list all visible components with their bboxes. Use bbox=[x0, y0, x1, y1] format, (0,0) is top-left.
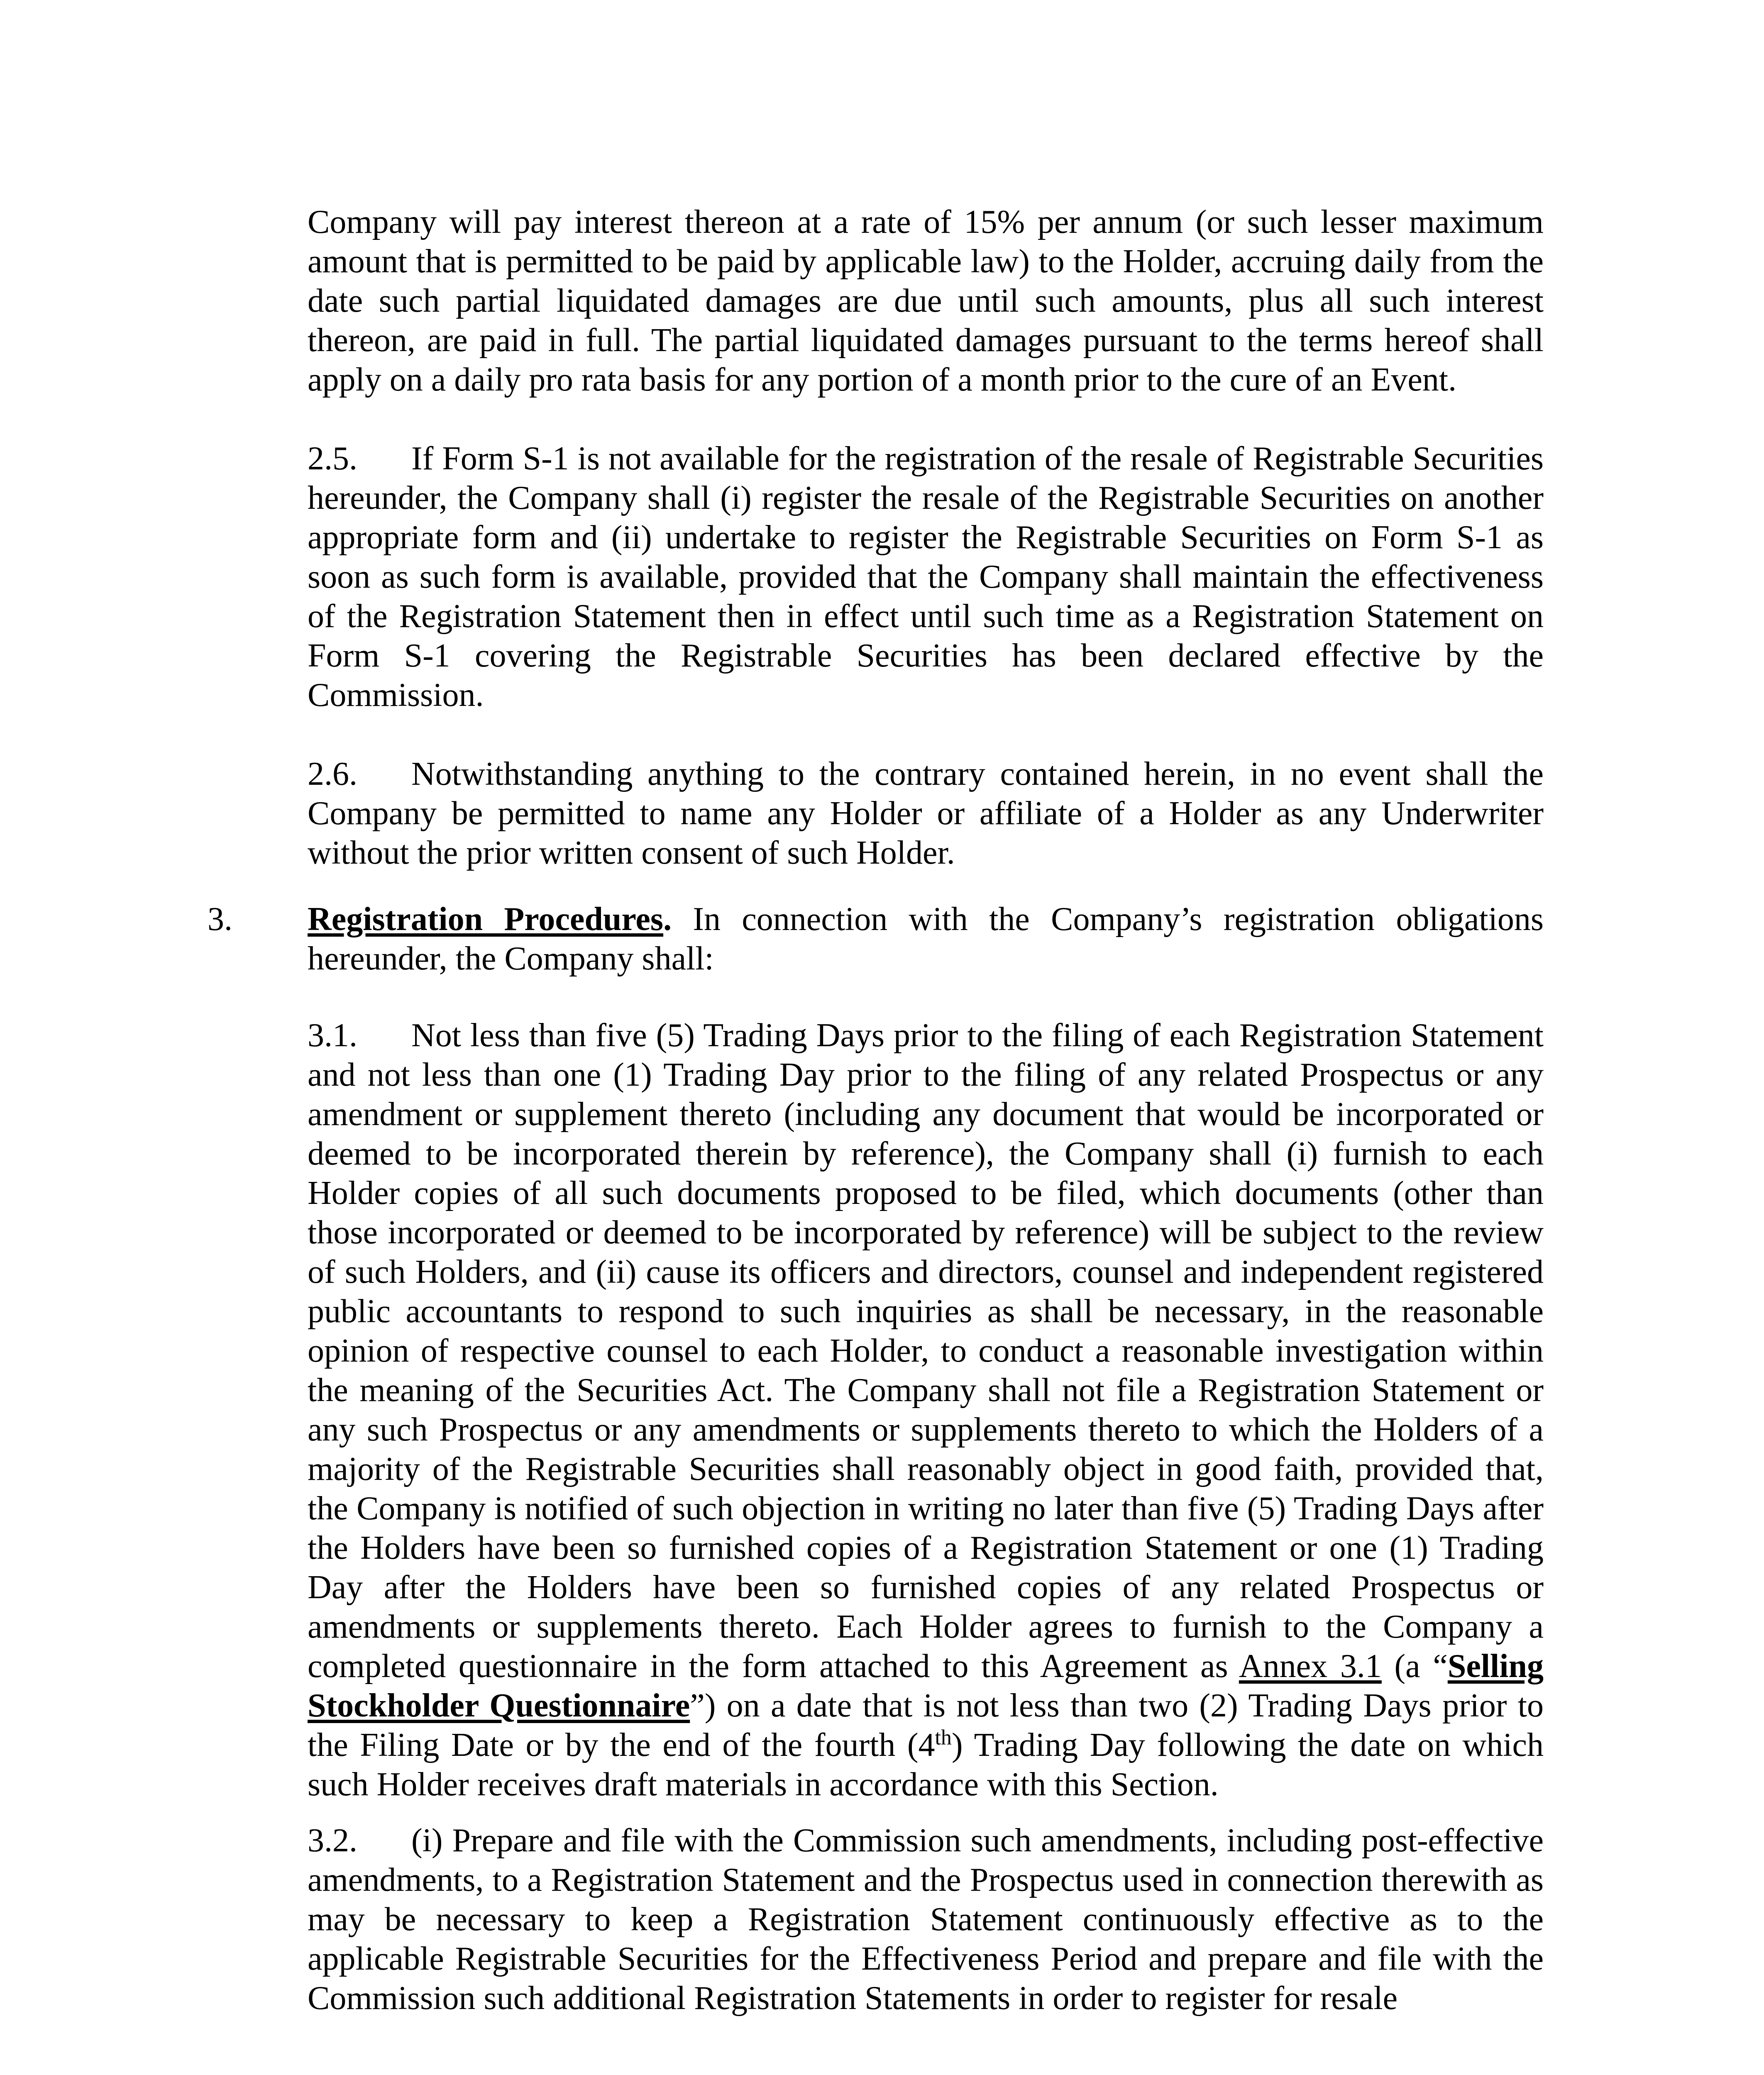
section-3-intro: In connection with the Company’s registration obligations hereunder, the Company shall: bbox=[308, 901, 1544, 977]
paragraph-text-d: ) Trading Day following the date on which such Holder receives draft materials in accordance with this Section. bbox=[308, 1727, 1544, 1803]
paragraph-number: 2.6. bbox=[308, 756, 357, 792]
section-3-title: Registration Procedures bbox=[308, 901, 664, 937]
section-3-title-period: . bbox=[663, 901, 672, 937]
paragraph-number: 2.5. bbox=[308, 440, 357, 477]
paragraph-2-4-continued: Company will pay interest thereon at a rate of 15% per annum (or such lesser maximum amount that is permitted to be paid by applicable law) to the Holder, accruing daily from the date such partial liquidated damages are due until such amounts, plus all such interest thereon, are paid in full. The partial liquidated damages pursuant to the terms hereof shall apply on a daily pro rata basis for any portion of a month prior to the cure of an Event. bbox=[308, 204, 1544, 398]
defined-term-selling-stockholder-questionnaire: Selling Stockholder Questionnaire bbox=[308, 1648, 1544, 1724]
paragraph-text-a: Not less than five (5) Trading Days prior to the filing of each Registration Statement and not less than one (1) Trading Day prior to the filing of any related Prospectus or any amendment or supplement thereto (including any document that would be incorporated or deemed to be incorporated therein by reference), the Company shall (i) furnish to each Holder copies of all such documents proposed to be filed, which documents (other than those incorporated or deemed to be incorporated by reference) will be subject to the review of such Holders, and (ii) cause its officers and directors, counsel and independent registered public accountants to respond to such inquiries as shall be necessary, in the reasonable opinion of respective counsel to each Holder, to conduct a reasonable investigation within the meaning of the Securities Act. The Company shall not file a Registration Statement or any such Prospectus or any amendments or supplements thereto to which the Holders of a majority of the Registrable Securities shall reasonably object in good faith, provided that, the Company is notified of such objection in writing no later than five (5) Trading Days after the Holders have been so furnished copies of a Registration Statement or one (1) Trading Day after the Holders have been so furnished copies of any related Prospectus or amendments or supplements thereto. Each Holder agrees to furnish to the Company a completed questionnaire in the form attached to this Agreement as bbox=[308, 1017, 1544, 1684]
annex-3-1-link[interactable]: Annex 3.1 bbox=[1239, 1648, 1382, 1684]
paragraph-3-2 bbox=[308, 1821, 1544, 2018]
paragraph-text: (i) Prepare and file with the Commission such amendments, including post-effective amendments, to a Registration Statement and the Prospectus used in connection therewith as may be necessary to keep a Registration Statement continuously effective as to the applicable Registrable Securities for the Effectiveness Period and prepare and file with the Commission such additional Registration Statements in order to register for resale bbox=[308, 1822, 1544, 2016]
paragraph-3-1 bbox=[308, 1016, 1544, 1804]
paragraph-number: 3.2. bbox=[308, 1822, 357, 1859]
paragraph-text: Notwithstanding anything to the contrary contained herein, in no event shall the Company be permitted to name any Holder or affiliate of a Holder as any Underwriter without the prior written consent of such Holder. bbox=[308, 756, 1544, 871]
paragraph-number: 3.1. bbox=[308, 1017, 357, 1054]
paragraph-text-c: ”) on a date that is not less than two (2) Trading Days prior to the Filing Date or by the end of the fourth (4 bbox=[308, 1687, 1544, 1763]
section-3-number: 3. bbox=[208, 901, 232, 937]
paragraph-2-6 bbox=[308, 754, 1544, 873]
paragraph-text: If Form S-1 is not available for the registration of the resale of Registrable Securities hereunder, the Company shall (i) register the resale of the Registrable Securities on another appropriate form and (ii) undertake to register the Registrable Securities on Form S-1 as soon as such form is available, provided that the Company shall maintain the effectiveness of the Registration Statement then in effect until such time as a Registration Statement on Form S-1 covering the Registrable Securities has been declared effective by the Commission. bbox=[308, 440, 1544, 713]
ordinal-superscript: th bbox=[935, 1726, 952, 1750]
paragraph-2-5 bbox=[308, 439, 1544, 715]
section-3-heading bbox=[308, 900, 1544, 979]
paragraph-text-b: (a “ bbox=[1381, 1648, 1448, 1684]
